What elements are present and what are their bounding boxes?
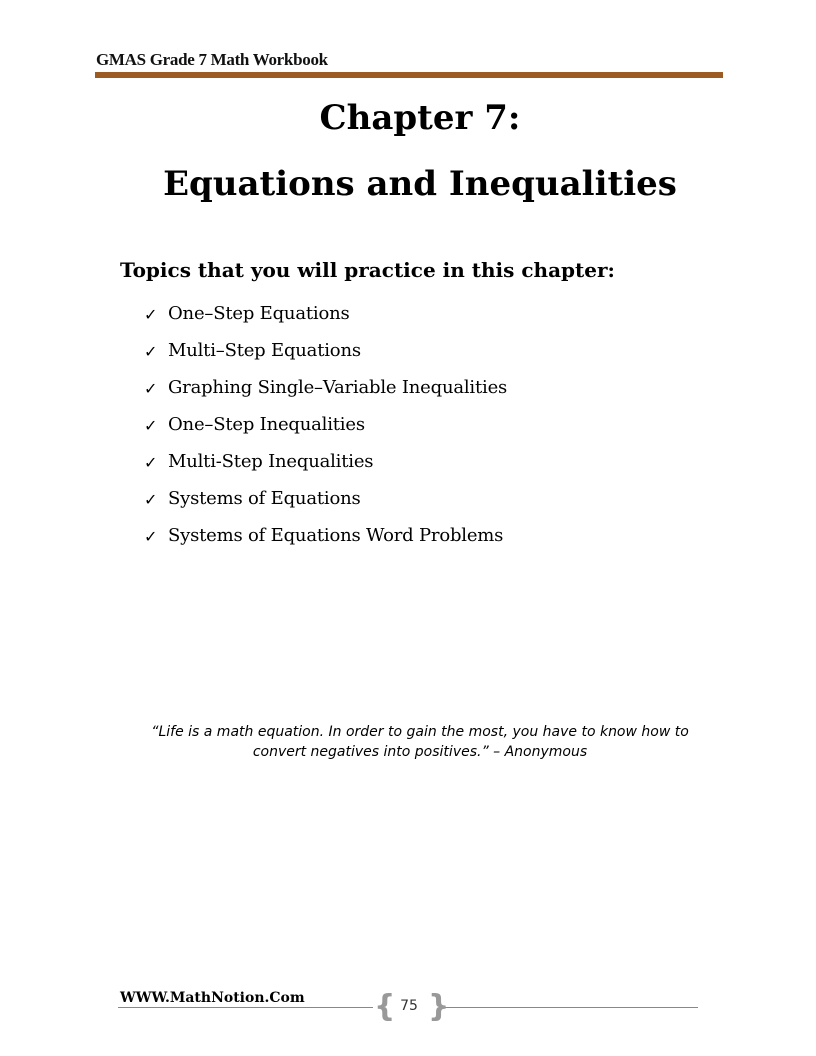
check-icon: ✓: [144, 342, 158, 361]
topic-label: One–Step Equations: [168, 303, 350, 324]
topic-label: Multi–Step Equations: [168, 340, 361, 361]
header-title: GMAS Grade 7 Math Workbook: [96, 50, 328, 69]
topic-label: Multi-Step Inequalities: [168, 451, 374, 472]
check-icon: ✓: [144, 453, 158, 472]
topic-item: [144, 488, 507, 525]
topic-item: [144, 377, 507, 414]
topic-label: One–Step Inequalities: [168, 414, 365, 435]
footer-rule-left: [118, 1007, 373, 1008]
quote: [120, 722, 720, 762]
check-icon: ✓: [144, 379, 158, 398]
topic-label: Systems of Equations: [168, 488, 361, 509]
topic-item: [144, 340, 507, 377]
topic-item: [144, 451, 507, 488]
quote-line2: convert negatives into positives.” – Anonymous: [252, 744, 588, 760]
check-icon: ✓: [144, 527, 158, 546]
topic-item: [144, 303, 507, 340]
check-icon: ✓: [144, 305, 158, 324]
topic-item: [144, 525, 507, 562]
topic-label: Graphing Single–Variable Inequalities: [168, 377, 508, 398]
check-icon: ✓: [144, 416, 158, 435]
chapter-title-line1: Chapter 7:: [319, 98, 521, 138]
topic-list: [144, 303, 507, 562]
quote-line1: “Life is a math equation. In order to gain the most, you have to know how to: [151, 724, 689, 740]
chapter-title-line2: Equations and Inequalities: [163, 164, 677, 204]
page-number: 75: [400, 998, 418, 1014]
check-icon: ✓: [144, 490, 158, 509]
page-bracket-right-icon: }: [428, 989, 450, 1024]
header-rule: [95, 72, 723, 78]
topic-label: Systems of Equations Word Problems: [168, 525, 504, 546]
topics-heading: Topics that you will practice in this chapter:: [120, 258, 615, 282]
topic-item: [144, 414, 507, 451]
footer-rule-right: [444, 1007, 698, 1008]
page-bracket-left-icon: {: [374, 989, 396, 1024]
footer-site-link[interactable]: WWW.MathNotion.Com: [120, 990, 305, 1006]
